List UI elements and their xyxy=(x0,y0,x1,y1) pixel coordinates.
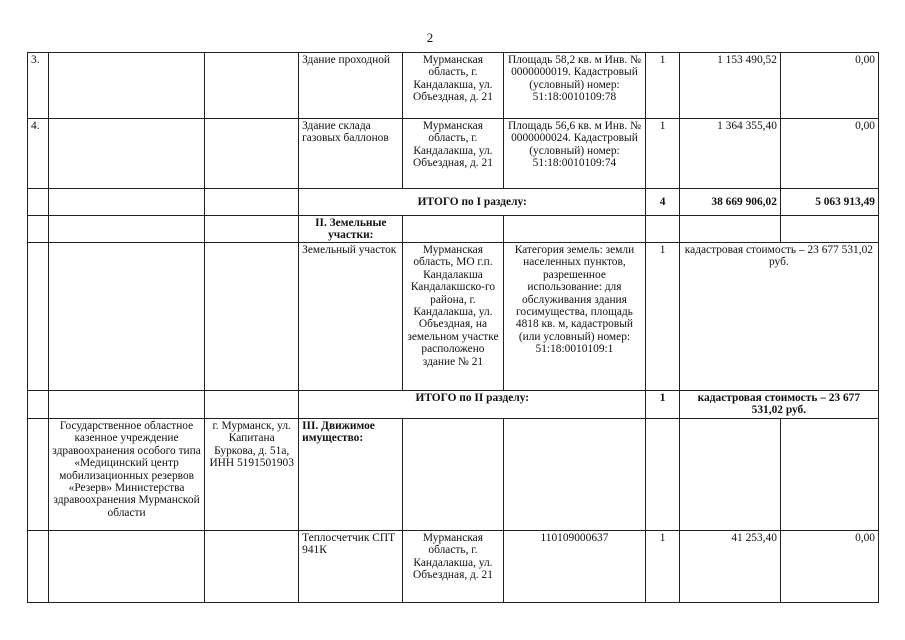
item-address: Мурманская область, МО г.п. Кандалакша Кандалакшско-го района, г. Кандалакша, ул. Объездная, на земельном участке расположено здание № 21 xyxy=(403,243,503,391)
table-row-heat-meter xyxy=(28,531,879,603)
row-number: 3. xyxy=(28,53,49,119)
item-name: Здание склада газовых баллонов xyxy=(299,119,403,189)
row-number: 4. xyxy=(28,119,49,189)
table-row-land xyxy=(28,243,879,391)
item-address: Мурманская область, г. Кандалакша, ул. Объездная, д. 21 xyxy=(403,119,503,189)
total-row-section-2 xyxy=(28,391,879,419)
total-label: ИТОГО по II разделу: xyxy=(299,391,646,419)
section-3-header-row xyxy=(28,419,879,531)
total-cost: 38 669 906,02 xyxy=(679,189,780,216)
table-row-3 xyxy=(28,53,879,119)
total-label: ИТОГО по I разделу: xyxy=(299,189,646,216)
section-2-header-row xyxy=(28,216,879,243)
property-table xyxy=(27,52,879,603)
item-details: Площадь 56,6 кв. м Инв. № 0000000024. Кадастровый (условный) номер: 51:18:0010109:74 xyxy=(503,119,646,189)
total-cadastral-value: кадастровая стоимость – 23 677 531,02 руб. xyxy=(679,391,878,419)
total-residual: 5 063 913,49 xyxy=(780,189,878,216)
cadastral-value: кадастровая стоимость – 23 677 531,02 руб. xyxy=(679,243,878,391)
total-quantity: 1 xyxy=(646,391,679,419)
item-name: Теплосчетчик СПТ 941К xyxy=(299,531,403,603)
item-details: Категория земель: земли населенных пунктов, разрешенное использование: для обслуживания здания госимущества, площадь 4818 кв. м, кадастровый (или условный) номер: 51:18:0010109:1 xyxy=(503,243,646,391)
item-details: 110109000637 xyxy=(503,531,646,603)
item-cost: 1 364 355,40 xyxy=(679,119,780,189)
item-residual: 0,00 xyxy=(780,53,878,119)
item-cost: 41 253,40 xyxy=(679,531,780,603)
item-quantity: 1 xyxy=(646,243,679,391)
item-residual: 0,00 xyxy=(780,531,878,603)
table-row-4 xyxy=(28,119,879,189)
section-title: II. Земельные участки: xyxy=(299,216,403,243)
item-name: Земельный участок xyxy=(299,243,403,391)
item-quantity: 1 xyxy=(646,119,679,189)
section-title: III. Движимое имущество: xyxy=(299,419,403,531)
item-residual: 0,00 xyxy=(780,119,878,189)
item-details: Площадь 58,2 кв. м Инв. № 0000000019. Кадастровый (условный) номер: 51:18:0010109:78 xyxy=(503,53,646,119)
holder-name: Государственное областное казенное учреждение здравоохранения особого типа «Медицинский центр мобилизационных резервов «Резерв» Министерства здравоохранения Мурманской области xyxy=(48,419,204,531)
page-number: 2 xyxy=(426,30,434,45)
item-address: Мурманская область, г. Кандалакша, ул. Объездная, д. 21 xyxy=(403,531,503,603)
item-address: Мурманская область, г. Кандалакша, ул. Объездная, д. 21 xyxy=(403,53,503,119)
item-quantity: 1 xyxy=(646,531,679,603)
holder-address: г. Мурманск, ул. Капитана Буркова, д. 51а, ИНН 5191501903 xyxy=(205,419,299,531)
item-cost: 1 153 490,52 xyxy=(679,53,780,119)
item-quantity: 1 xyxy=(646,53,679,119)
item-name: Здание проходной xyxy=(299,53,403,119)
total-quantity: 4 xyxy=(646,189,679,216)
total-row-section-1 xyxy=(28,189,879,216)
